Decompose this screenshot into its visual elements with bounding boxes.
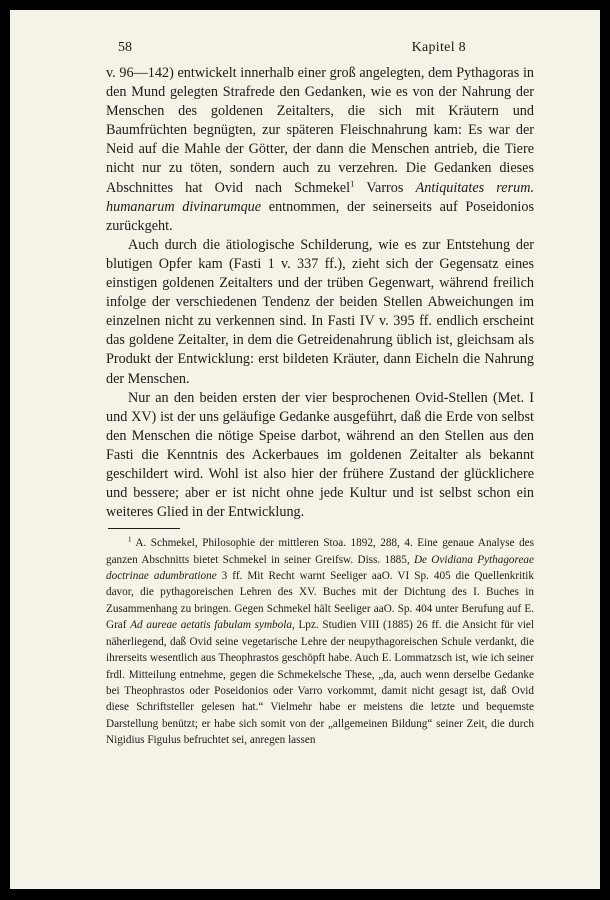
paragraph-p3 xyxy=(106,389,534,523)
text-run: Auch durch die ätiologische Schilderung, wie es zur Entstehung der blutigen Opfer kam (Fasti 1 v. 337 ff.), zieht sich der Gegensatz eines einstigen goldenen Zeitalters und der trüben Gegenwart, während freilich infolge der verschiedenen Tendenz der beiden Stellen Abweichungen im einzelnen nicht zu verkennen sind. In Fasti IV v. 395 ff. endlich erscheint das goldene Zeitalter, in dem die Getreidenahrung üblich ist, gleichsam als Produkt der Entwicklung: erst bildeten Kräuter, dann Eicheln die Nahrung der Menschen. xyxy=(106,236,534,387)
page-content xyxy=(106,40,534,749)
book-page xyxy=(10,10,600,889)
text-run: v. 96—142) entwickelt innerhalb einer groß angelegten, dem Pythagoras in den Mund gelegten Strafrede den Gedanken, wie es von der Nahrung der Menschen des goldenen Zeitalters, die sich mit Kräutern und Baumfrüchten begnügten, zur späteren Fleischnahrung kam: Es war der Neid auf die Mahle der Götter, der dann die Menschen antrieb, die Tiere nicht nur zu töten, sondern auch zu verzehren. Die Gedanken dieses Abschnittes hat Ovid nach Schmekel xyxy=(106,65,534,196)
text-run: 3 ff. Mit Recht warnt Seeliger aaO. VI Sp. 405 die Quellenkritik davor, die pythagoreischen Lehren des XV. Buches mit der Dichtung des I. Buches in Zusammenhang zu bringen. Gegen Schmekel hält Seeliger aaO. Sp. 404 unter Berufung auf E. Graf xyxy=(106,570,534,632)
footnote xyxy=(106,535,534,748)
chapter-title: Kapitel 8 xyxy=(411,40,466,55)
text-run: entnommen, der seinerseits auf Poseidonios zurückgeht. xyxy=(106,198,534,234)
italic-title: Antiquitates rerum. humanarum divinarumque xyxy=(106,179,534,215)
text-run: , Lpz. Studien VIII (1885) 26 ff. die Ansicht für viel näherliegend, daß Ovid seine vegetarische Lehre der neupythagoreischen Schule verdankt, die ihrerseits wesentlich aus Theophrastos geschöpft habe. Auch E. Lommatzsch ist, wie ich seiner frdl. Mitteilung entnehme, gegen die Schmekelsche These, „da, auch wenn derselbe Gedanke bei Theophrastos oder Poseidonios oder Varro vorkommt, damit nicht gesagt ist, daß Ovid diese Schriftsteller gelesen hat.“ Vielmehr habe er meistens die letzte und bequemste Darstellung benützt; er habe sich somit von der „allgemeinen Bildung“ seiner Zeit, die durch Nigidius Figulus befruchtet sei, anregen lassen xyxy=(106,619,534,747)
page-number: 58 xyxy=(118,40,132,55)
paragraph-p1 xyxy=(106,64,534,236)
footnote-divider xyxy=(108,528,180,529)
footnote-marker: 1 xyxy=(350,177,355,188)
body-text xyxy=(106,64,534,522)
text-run: A. Schmekel, Philosophie der mittleren Stoa. 1892, 288, 4. Eine genaue Analyse des ganzen Abschnitts bietet Schmekel in seiner Greifsw. Diss. 1885, xyxy=(106,537,534,566)
footnote-marker: 1 xyxy=(128,535,132,544)
paragraph-p2 xyxy=(106,236,534,389)
italic-title: De Ovidiana Pythagoreae doctrinae adumbratione xyxy=(106,553,534,583)
text-run: Varros xyxy=(354,179,416,196)
running-header xyxy=(106,40,534,62)
text-run: Nur an den beiden ersten der vier besprochenen Ovid-Stellen (Met. I und XV) ist der uns geläufige Gedanke ausgeführt, daß die Erde von selbst den Menschen die nötige Speise darbot, während an den Stellen aus den Fasti die Kenntnis des Ackerbaues im goldenen Zeitalter als bekannt geschildert wird. Wohl ist also hier der frühere Zustand der glücklichere und bessere; aber er ist nicht ohne jede Kultur und ist selbst schon ein weiteres Glied in der Entwicklung. xyxy=(106,389,534,521)
italic-title: Ad aureae aetatis fabulam symbola xyxy=(130,619,292,632)
